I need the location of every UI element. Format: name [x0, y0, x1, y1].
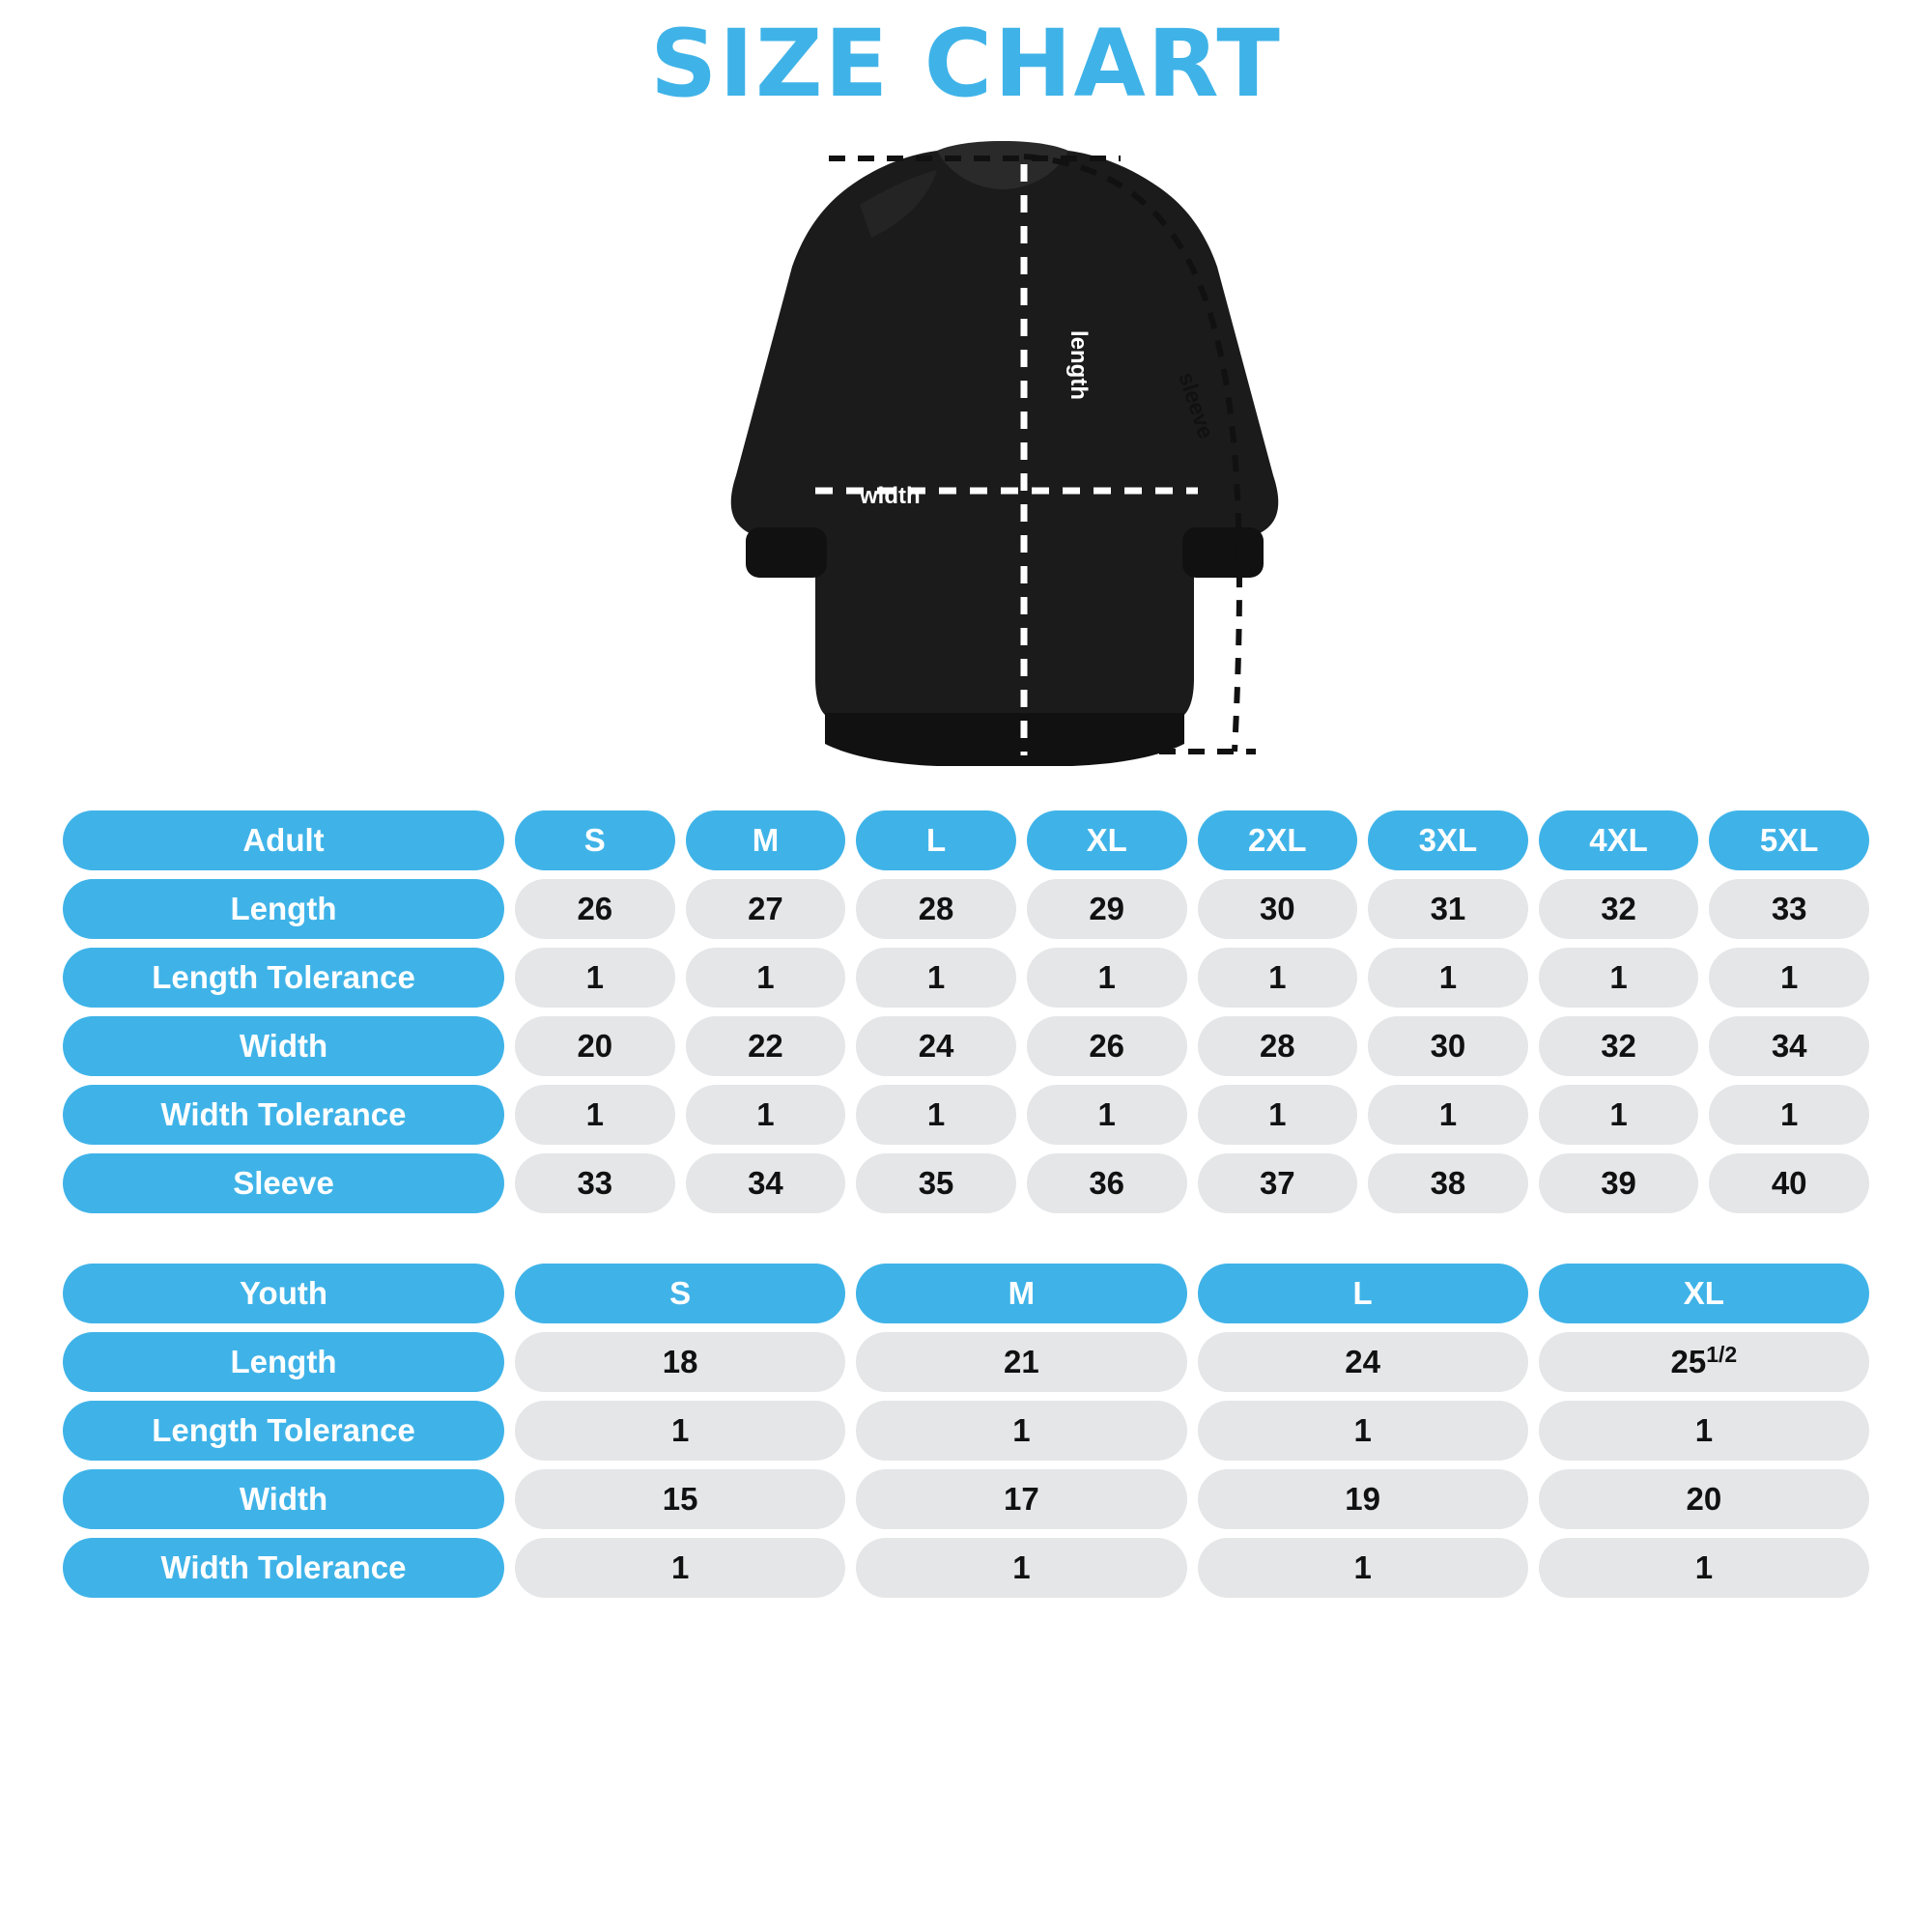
youth-width-m: 17	[856, 1469, 1186, 1529]
youth-header-label: Youth	[63, 1264, 504, 1323]
adult-col-s: S	[515, 810, 675, 870]
adult-width-2xl: 28	[1198, 1016, 1358, 1076]
youth-row-label-width-tolerance: Width Tolerance	[63, 1538, 504, 1598]
adult-length-tolerance-xl: 1	[1027, 948, 1187, 1008]
adult-sleeve-5xl: 40	[1709, 1153, 1869, 1213]
adult-sleeve-xl: 36	[1027, 1153, 1187, 1213]
adult-width-tolerance-4xl: 1	[1539, 1085, 1699, 1145]
adult-col-5xl: 5XL	[1709, 810, 1869, 870]
adult-col-4xl: 4XL	[1539, 810, 1699, 870]
youth-length-tolerance-xl: 1	[1539, 1401, 1869, 1461]
youth-col-xl: XL	[1539, 1264, 1869, 1323]
adult-width-3xl: 30	[1368, 1016, 1528, 1076]
size-tables	[0, 802, 1932, 1606]
youth-row-label-length-tolerance: Length Tolerance	[63, 1401, 504, 1461]
youth-length-xl: $25^{1/2}$	[1539, 1332, 1869, 1392]
adult-col-xl: XL	[1027, 810, 1187, 870]
adult-length-tolerance-4xl: 1	[1539, 948, 1699, 1008]
adult-length-l: 28	[856, 879, 1016, 939]
youth-length-m: 21	[856, 1332, 1186, 1392]
adult-sleeve-m: 34	[686, 1153, 846, 1213]
youth-col-m: M	[856, 1264, 1186, 1323]
youth-length-tolerance-l: 1	[1198, 1401, 1528, 1461]
youth-width-tolerance-s: 1	[515, 1538, 845, 1598]
adult-header-label: Adult	[63, 810, 504, 870]
adult-length-3xl: 31	[1368, 879, 1528, 939]
youth-length-s: 18	[515, 1332, 845, 1392]
table-row	[63, 1401, 1869, 1461]
adult-col-2xl: 2XL	[1198, 810, 1358, 870]
youth-row-label-length: Length	[63, 1332, 504, 1392]
table-row	[63, 1469, 1869, 1529]
table-row	[63, 1332, 1869, 1392]
adult-width-s: 20	[515, 1016, 675, 1076]
page-title: SIZE CHART	[650, 10, 1282, 118]
table-row	[63, 1016, 1869, 1076]
table-row	[63, 948, 1869, 1008]
adult-length-tolerance-l: 1	[856, 948, 1016, 1008]
garment-illustration-area	[0, 118, 1932, 794]
adult-width-tolerance-xl: 1	[1027, 1085, 1187, 1145]
adult-width-tolerance-m: 1	[686, 1085, 846, 1145]
table-header-row	[63, 1264, 1869, 1323]
youth-width-l: 19	[1198, 1469, 1528, 1529]
adult-col-l: L	[856, 810, 1016, 870]
adult-width-m: 22	[686, 1016, 846, 1076]
adult-length-tolerance-m: 1	[686, 948, 846, 1008]
adult-row-label-width: Width	[63, 1016, 504, 1076]
adult-width-tolerance-2xl: 1	[1198, 1085, 1358, 1145]
youth-width-s: 15	[515, 1469, 845, 1529]
youth-col-l: L	[1198, 1264, 1528, 1323]
youth-length-tolerance-s: 1	[515, 1401, 845, 1461]
adult-col-3xl: 3XL	[1368, 810, 1528, 870]
adult-sleeve-3xl: 38	[1368, 1153, 1528, 1213]
youth-col-s: S	[515, 1264, 845, 1323]
label-sleeve: sleeve	[1174, 369, 1219, 441]
adult-width-tolerance-l: 1	[856, 1085, 1016, 1145]
table-header-row	[63, 810, 1869, 870]
table-row	[63, 1153, 1869, 1213]
youth-length-tolerance-m: 1	[856, 1401, 1186, 1461]
adult-width-4xl: 32	[1539, 1016, 1699, 1076]
sweatshirt-illustration	[618, 137, 1314, 775]
garment-figure	[618, 137, 1314, 775]
youth-width-tolerance-xl: 1	[1539, 1538, 1869, 1598]
youth-length-l: 24	[1198, 1332, 1528, 1392]
adult-size-table	[52, 802, 1880, 1222]
adult-sleeve-s: 33	[515, 1153, 675, 1213]
adult-sleeve-l: 35	[856, 1153, 1016, 1213]
label-width: width	[860, 483, 921, 509]
label-length: length	[1065, 330, 1092, 400]
youth-width-xl: 20	[1539, 1469, 1869, 1529]
adult-length-tolerance-3xl: 1	[1368, 948, 1528, 1008]
adult-length-4xl: 32	[1539, 879, 1699, 939]
adult-length-2xl: 30	[1198, 879, 1358, 939]
youth-width-tolerance-l: 1	[1198, 1538, 1528, 1598]
adult-length-tolerance-2xl: 1	[1198, 948, 1358, 1008]
adult-width-tolerance-5xl: 1	[1709, 1085, 1869, 1145]
adult-length-tolerance-5xl: 1	[1709, 948, 1869, 1008]
adult-col-m: M	[686, 810, 846, 870]
adult-width-tolerance-s: 1	[515, 1085, 675, 1145]
adult-row-label-length: Length	[63, 879, 504, 939]
adult-sleeve-4xl: 39	[1539, 1153, 1699, 1213]
adult-row-label-sleeve: Sleeve	[63, 1153, 504, 1213]
table-row	[63, 879, 1869, 939]
adult-width-tolerance-3xl: 1	[1368, 1085, 1528, 1145]
youth-width-tolerance-m: 1	[856, 1538, 1186, 1598]
adult-width-l: 24	[856, 1016, 1016, 1076]
adult-length-tolerance-s: 1	[515, 948, 675, 1008]
youth-size-table	[52, 1255, 1880, 1606]
adult-row-label-length-tolerance: Length Tolerance	[63, 948, 504, 1008]
adult-row-label-width-tolerance: Width Tolerance	[63, 1085, 504, 1145]
table-row	[63, 1538, 1869, 1598]
adult-width-xl: 26	[1027, 1016, 1187, 1076]
adult-length-s: 26	[515, 879, 675, 939]
adult-length-xl: 29	[1027, 879, 1187, 939]
youth-row-label-width: Width	[63, 1469, 504, 1529]
table-row	[63, 1085, 1869, 1145]
adult-width-5xl: 34	[1709, 1016, 1869, 1076]
adult-length-m: 27	[686, 879, 846, 939]
adult-length-5xl: 33	[1709, 879, 1869, 939]
table-separator	[52, 1222, 1880, 1255]
adult-sleeve-2xl: 37	[1198, 1153, 1358, 1213]
